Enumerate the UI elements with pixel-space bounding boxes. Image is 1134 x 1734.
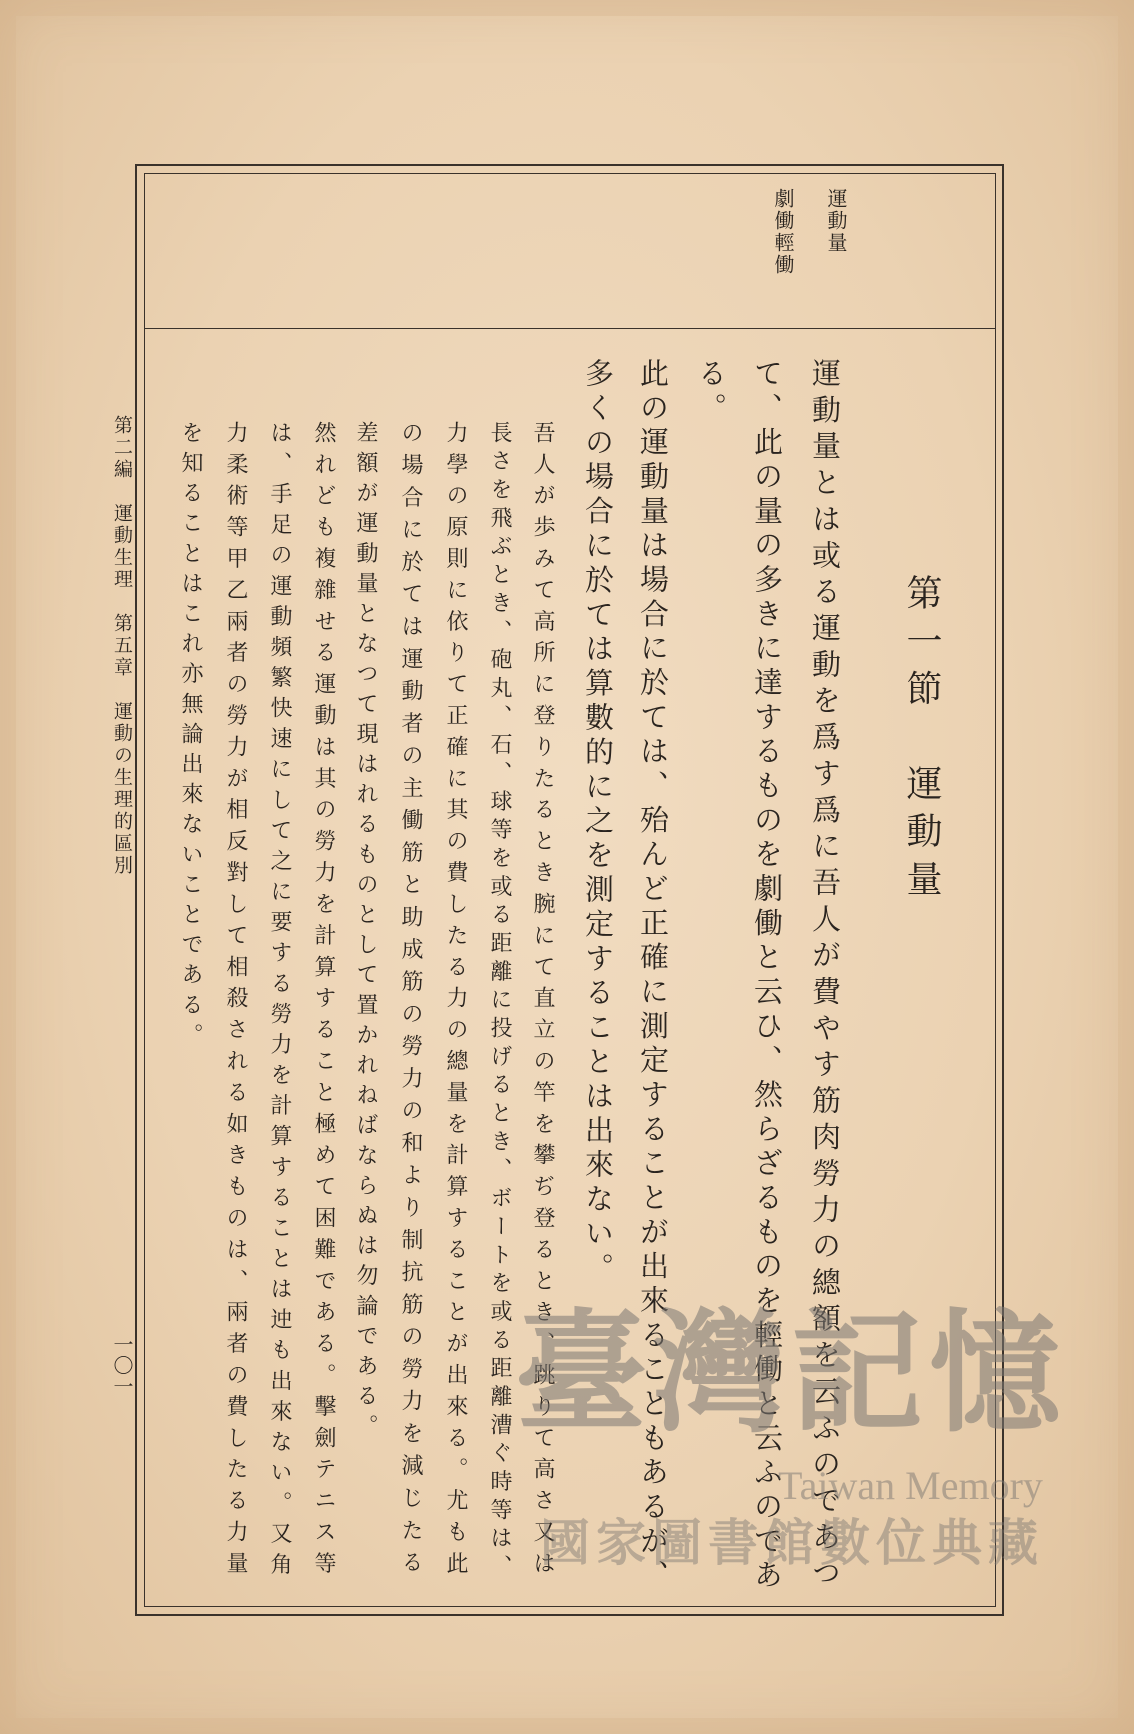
header-divider [144, 328, 996, 329]
body-line-small: 差額が運動量となつて現はれるものとして置かれねばならぬは勿論である。 [353, 421, 378, 1445]
section-title: 第一節 運動量 [901, 574, 942, 908]
body-line-main: て、此の量の多きに達するものを劇働と云ひ、然らざるものを輕働と云ふのであ [750, 358, 784, 1594]
watermark-logo: 臺灣記憶 [515, 1296, 1067, 1451]
body-line-small: の場合に於ては運動者の主働筋と助成筋の勞力の和より制抗筋の勞力を減じたる [398, 421, 423, 1583]
watermark-english: Taiwan Memory [778, 1463, 1043, 1508]
body-line-small: を知ることはこれ亦無論出來ないことである。 [178, 421, 203, 1054]
body-line-main: 多くの場合に於ては算數的に之を測定することは出來ない。 [581, 358, 615, 1287]
body-line-small: 力柔術等甲乙兩者の勞力が相反對して相殺される如きものは、兩者の費したる力量 [223, 421, 248, 1583]
body-line-small: 吾人が歩みて高所に登りたるとき腕にて直立の竿を攀ぢ登るとき、跳りて高さ又は [530, 421, 555, 1583]
margin-note: 運動量 [824, 188, 848, 254]
body-line-small: は、手足の運動頻繁快速にして之に要する勞力を計算することは迚も出來ない。又角 [267, 421, 292, 1583]
body-line-small: 力學の原則に依りて正確に其の費したる力の總量を計算することが出來る。尤も此 [443, 421, 468, 1583]
page-number: 一〇一 [110, 1334, 134, 1397]
body-line-main: る。 [694, 358, 728, 427]
running-head: 第二編 運動生理 第五章 運動の生理的區別 [111, 415, 133, 877]
body-line-main: 此の運動量は場合に於ては、殆んど正確に測定することが出來ることもあるが、 [636, 358, 670, 1594]
margin-note: 劇働輕働 [771, 188, 795, 276]
body-line-small: 長さを飛ぶとき、砲丸、石、球等を或る距離に投げるとき、ボートを或る距離漕ぐ時等は、 [487, 421, 512, 1583]
body-line-small: 然れども複雜せる運動は其の勞力を計算すること極めて困難である。擊劍テニス等 [311, 421, 336, 1583]
watermark-institution: 國家圖書館數位典藏 [540, 1514, 1044, 1572]
body-line-main: 運動量とは或る運動を爲す爲に吾人が費やす筋肉勞力の總額を云ふのであつ [808, 358, 842, 1594]
